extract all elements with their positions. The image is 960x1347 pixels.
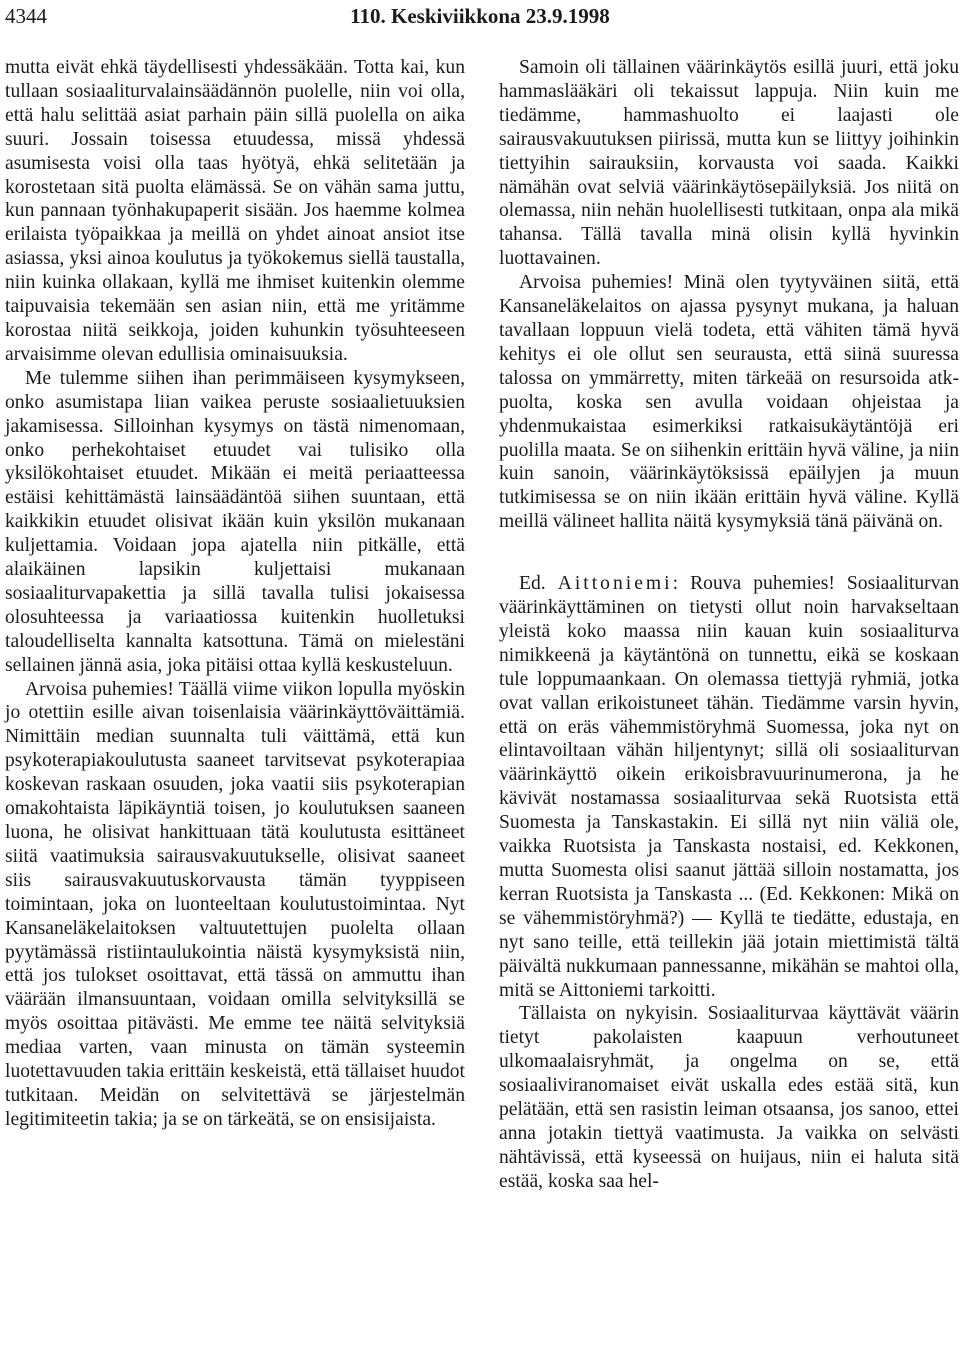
speaker-prefix: Ed. <box>519 573 546 595</box>
right-column <box>499 56 959 1194</box>
paragraph: Arvoisa puhemies! Minä olen tyytyväinen siitä, että Kansaneläkelaitos on ajassa pysynyt mukana, ja haluan tavallaan loppuun vielä todeta, että vähiten tämä hyvä kehitys ei ole ollut sen seurausta, että siinä suuressa talossa on ymmärretty, miten tärkeää on resursoida atk-puolta, koska sen avulla voidaan ohjeistaa ja yhdenmukaistaa esimerkiksi ratkaisukäytäntöjä eri puolilla maata. Se on siihenkin erittäin hyvä väline, ja niin kuin sanoin, väärinkäytöksissä epäilyjen ja muun tutkimisessa se on niin ikään erittäin hyvä väline. Kyllä meillä välineet hallita näitä kysymyksiä tänä päivänä on. <box>499 272 959 533</box>
speech-paragraph <box>499 572 959 1002</box>
speaker-name: Aittoniemi <box>557 573 673 595</box>
paragraph: Me tulemme siihen ihan perimmäiseen kysymykseen, onko asumistapa liian vaikea peruste sosiaalietuuksien jakamisessa. Silloinhan kysymys on tästä nimenomaan, onko perhekohtaiset etuudet vai tulisiko olla yksilökohtaiset etuudet. Mikään ei meitä periaatteessa estäisi kehittämästä lainsäädäntöä siihen suuntaan, että kaikkikin etuudet olisivat ikään kuin yksilön mukanaan kuljettamia. Voidaan jopa ajatella niin pitkälle, että alaikäinen lapsikin kuljettaisi mukanaan sosiaaliturvapakettia ja sillä tavalla tulisi jokaisessa olosuhteessa ja variaatiossa kuitenkin huolletuksi taloudelliselta kannalta katsottuna. Tämä on mielestäni sellainen jännä asia, joka pitäisi ottaa kyllä keskusteluun. <box>5 367 465 676</box>
paragraph: mutta eivät ehkä täydellisesti yhdessäkään. Totta kai, kun tullaan sosiaaliturvalainsäädännön puolelle, niin voi olla, että halu selittää asiat parhain päin sillä puolella on aika suuri. Jossain toisessa etuudessa, missä yhdessä asumisesta voisi olla taas hyötyä, ehkä selitetään ja korostetaan sitä puolta elämässä. Se on vähän sama juttu, kun pannaan työnhakupaperit sisään. Jos haemme kolmea erilaista työpaikkaa ja meillä on yhdet ainoat ansiot itse asiassa, yksi ainoa koulutus ja työkokemus siellä taustalla, niin kuinka ollakaan, kyllä me ihmiset kuitenkin olemme taipuvaisia tekemään sen asian niin, että me yritämme korostaa niitä seikkoja, joiden kuhunkin työsuhteeseen arvaisimme olevan edullisia ominaisuuksia. <box>5 57 465 365</box>
page-header <box>5 4 955 34</box>
left-column <box>5 56 465 1132</box>
speech-text: : Rouva puhemies! Sosiaaliturvan väärinkäyttäminen on tietysti ollut noin harvakseltaan yleistä koko maassa niin kauan kuin sosiaaliturva nimikkeenä ja käytäntönä on tunnettu, eikä se koskaan tule loppumaankaan. On olemassa tiettyjä ryhmiä, jotka ovat vallan erikoistuneet tähän. Tiedämme varsin hyvin, että on eräs vähemmistöryhmä Suomessa, joka nyt on elintavoiltaan vähän hiljentynyt; sillä oli sosiaaliturvan väärinkäyttö oikein erikoisbravuurinumerona, ja he kävivät nostamassa sosiaaliturvaa sekä Ruotsista että Suomesta ja Tanskastakin. Ei sillä nyt niin väliä ole, vaikka Ruotsista ja Tanskasta nostaisi, ed. Kekkonen, mutta Suomesta olisi saanut jättää silloin nostamatta, jos kerran Ruotsista ja Tanskasta ... (Ed. Kekkonen: Mikä on se vähemmistöryhmä?) — Kyllä te tiedätte, edustaja, en nyt sano teille, että teillekin jää jotain miettimistä tältä päivältä nukkumaan pannessanne, mikähän se mahtoi olla, mitä se Aittoniemi tarkoitti. <box>499 573 959 1001</box>
paragraph: Arvoisa puhemies! Täällä viime viikon lopulla myöskin jo otettiin esille aivan toisenlaisia väärinkäyttöväittämiä. Nimittäin median suunnalta tuli väittämä, että kun psykoterapiakoulutusta saaneet tarvitsevat psykoterapiaa koskevan raskaan osuuden, joka vaatii siis psykoterapian omakohtaista läpikäyntiä toisen, jo koulutuksen saaneen luona, he olisivat hankittuaan tätä koulutusta esittäneet siitä vaatimuksia sairausvakuutukselle, olisivat saaneet siis sairausvakuutuskorvausta tämän tyyppiseen toimintaan, joka on luonteeltaan koulutustoimintaa. Nyt Kansaneläkelaitoksen valtuutettujen puolelta ollaan pyytämässä ristiintaulukointia näistä kysymyksistä niin, että jos tulokset osoittavat, että tässä on ammuttu ihan väärään ilmansuuntaan, voidaan omilla selvityksillä se myös osoittaa pitävästi. Me emme tee näitä selvityksiä mediaa varten, vaan minusta on tämän systeemin luotettavuuden takia erittäin keskeistä, että tällaiset huudot tutkitaan. Meidän on selvitettävä se järjestelmän legitimiteetin takia; ja se on tärkeätä, se on ensisijaista. <box>5 678 465 1130</box>
paragraph: Tällaista on nykyisin. Sosiaaliturvaa käyttävät väärin tietyt pakolaisten kaapuun verhoutuneet ulkomaalaisryhmät, ja ongelma on se, että sosiaaliviranomaiset eivät uskalla edes estää sitä, kun pelätään, että sen rasistin leiman otsaansa, jos sanoo, ettei anna jotakin tiettyä vaatimusta. Ja vaikka on selvästi nähtävissä, että kyseessä on huijaus, niin ei haluta sitä estää, koska saa hel- <box>499 1003 959 1192</box>
session-title: 110. Keskiviikkona 23.9.1998 <box>350 4 610 28</box>
page-number: 4344 <box>5 4 47 28</box>
paragraph: Samoin oli tällainen väärinkäytös esillä juuri, että joku hammaslääkäri oli tekaissut lappuja. Niin kuin me tiedämme, hammashuolto ei laajasti ole sairausvakuutuksen piirissä, mutta kun se liittyy joihinkin tiettyihin sairauksiin, korvausta voi saada. Kaikki nämähän ovat selviä väärinkäytösepäilyksiä. Jos niitä on olemassa, niin nehän huolellisesti tutkitaan, onpa ala mikä tahansa. Tällä tavalla minä olisin kyllä hyvinkin luottavainen. <box>499 57 959 270</box>
